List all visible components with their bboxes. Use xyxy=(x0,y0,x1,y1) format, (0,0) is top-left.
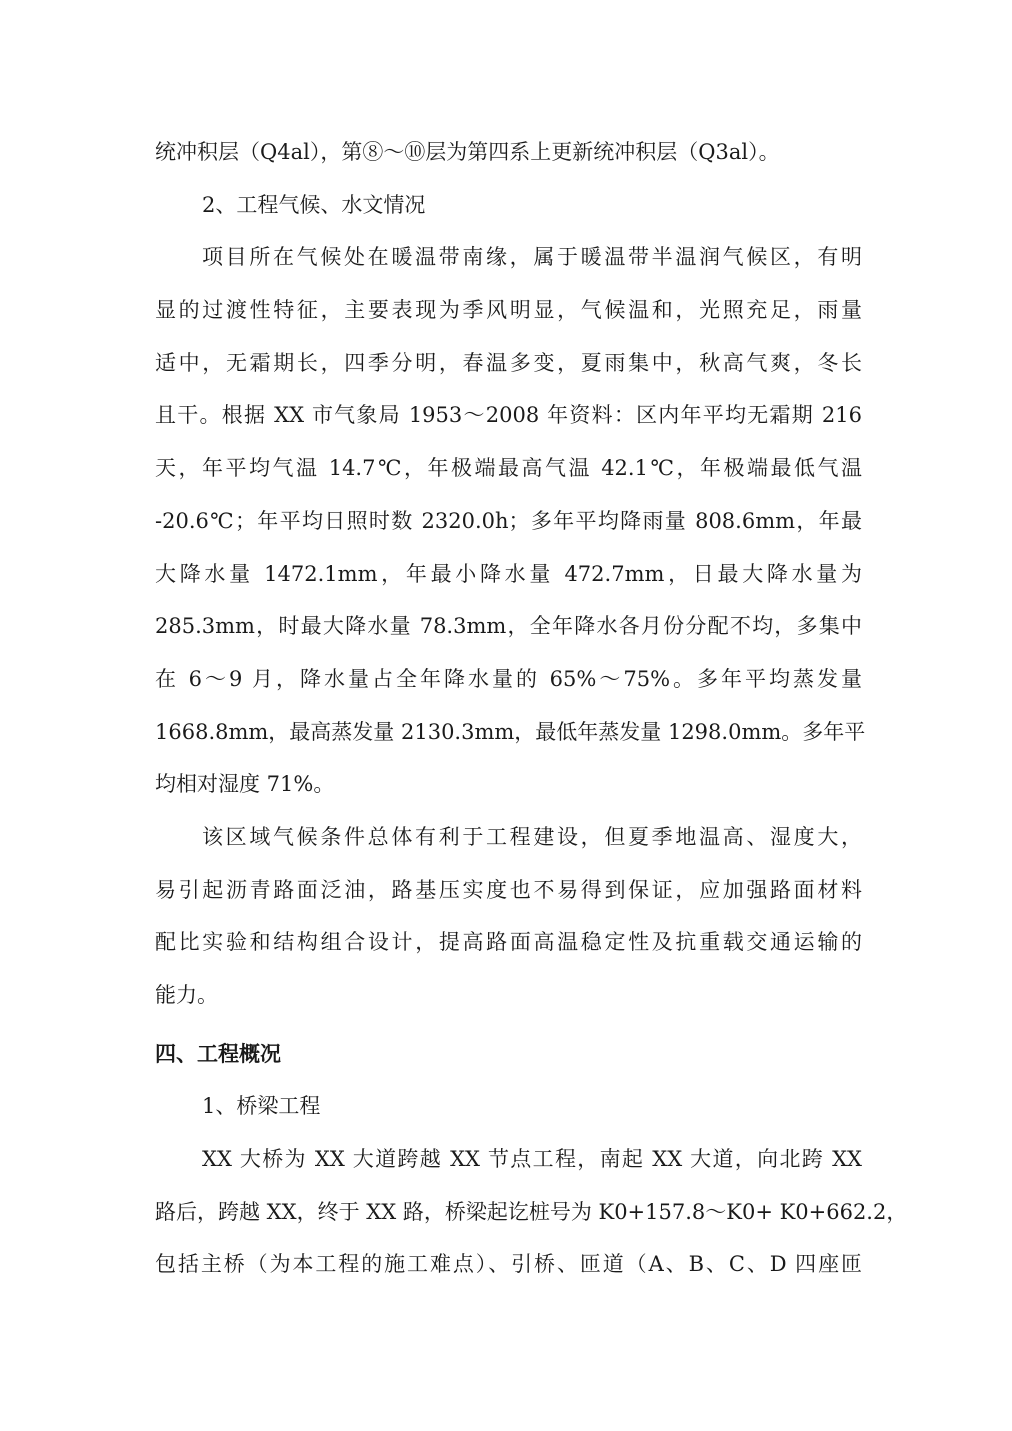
body-line: 大降水量 1472.1mm，年最小降水量 472.7mm，日最大降水量为 xyxy=(155,561,862,586)
section-heading: 四、工程概况 xyxy=(155,1041,281,1066)
body-line: 1668.8mm，最高蒸发量 2130.3mm，最低年蒸发量 1298.0mm。多年平 xyxy=(155,719,866,744)
paragraph-first-line: XX 大桥为 XX 大道跨越 XX 节点工程，南起 XX 大道，向北跨 XX xyxy=(202,1147,862,1172)
paragraph-first-line: 项目所在气候处在暖温带南缘，属于暖温带半温润气候区，有明 xyxy=(202,245,862,270)
body-line: 统冲积层（Q4al），第⑧～⑩层为第四系上更新统冲积层（Q3al）。 xyxy=(155,140,780,164)
body-line-last: 均相对湿度 71%。 xyxy=(155,772,335,797)
body-line: 在 6～9 月，降水量占全年降水量的 65%～75%。多年平均蒸发量 xyxy=(155,666,862,691)
body-line: 285.3mm，时最大降水量 78.3mm，全年降水各月份分配不均，多集中 xyxy=(155,614,862,639)
document-body xyxy=(155,126,908,1291)
body-line: -20.6℃；年平均日照时数 2320.0h；多年平均降雨量 808.6mm，年最 xyxy=(155,508,862,533)
body-line: 显的过渡性特征，主要表现为季风明显，气候温和，光照充足，雨量 xyxy=(155,298,862,323)
body-line-last: 能力。 xyxy=(155,983,218,1007)
body-line: 且干。根据 XX 市气象局 1953～2008 年资料：区内年平均无霜期 216 xyxy=(155,403,862,428)
paragraph-first-line: 该区域气候条件总体有利于工程建设，但夏季地温高、湿度大， xyxy=(202,824,862,849)
body-line: 适中，无霜期长，四季分明，春温多变，夏雨集中，秋高气爽，冬长 xyxy=(155,350,862,375)
body-line: 包括主桥（为本工程的施工难点）、引桥、匝道（A、B、C、D 四座匝 xyxy=(155,1252,862,1277)
body-line: 易引起沥青路面泛油，路基压实度也不易得到保证，应加强路面材料 xyxy=(155,877,862,902)
section-subheading: 2、工程气候、水文情况 xyxy=(202,192,426,217)
body-line: 配比实验和结构组合设计，提高路面高温稳定性及抗重载交通运输的 xyxy=(155,930,862,955)
section-subheading: 1、桥梁工程 xyxy=(202,1094,321,1119)
body-line: 路后，跨越 XX，终于 XX 路，桥梁起讫桩号为 K0+157.8～K0+ K0+662.2， xyxy=(155,1199,908,1224)
body-line: 天，年平均气温 14.7℃，年极端最高气温 42.1℃，年极端最低气温 xyxy=(155,456,862,481)
